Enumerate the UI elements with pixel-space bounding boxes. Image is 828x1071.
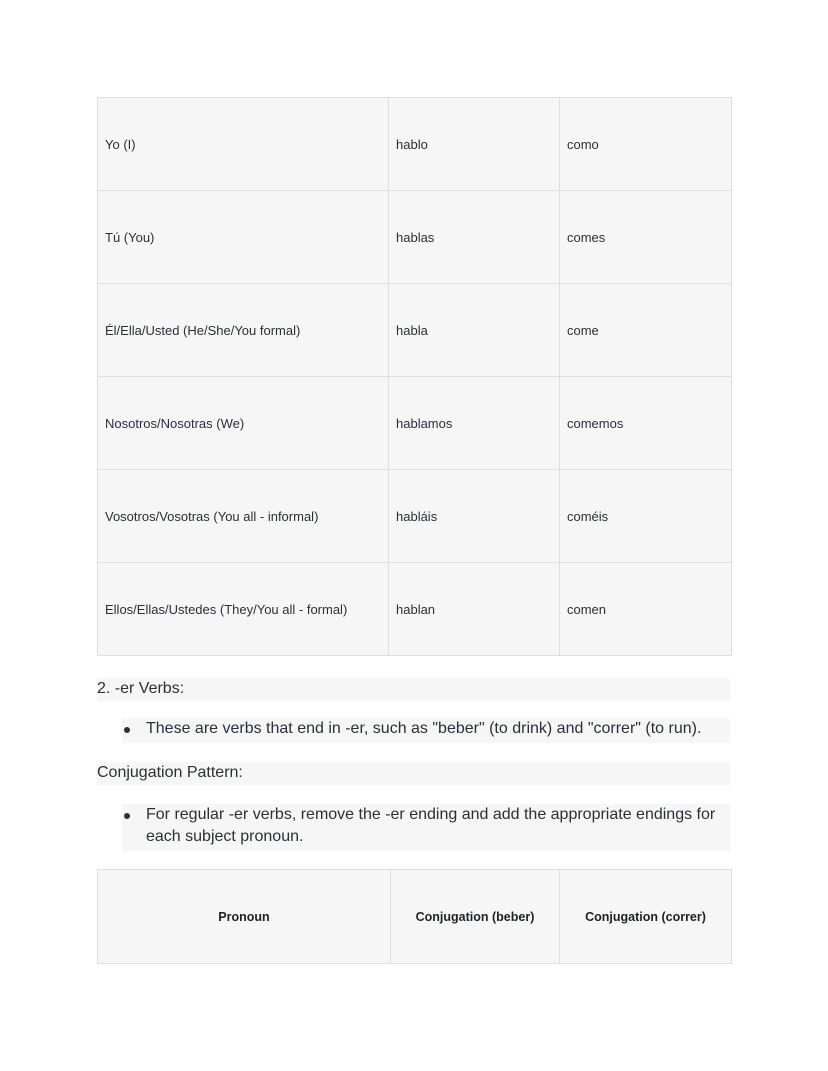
conjugation-cell: como <box>560 98 732 191</box>
pronoun-cell: Nosotros/Nosotras (We) <box>98 377 389 470</box>
bullet-item <box>122 718 730 743</box>
bullet-item <box>122 804 730 851</box>
conjugation-cell: coméis <box>560 470 732 563</box>
pronoun-cell: Yo (I) <box>98 98 389 191</box>
pronoun-cell: Ellos/Ellas/Ustedes (They/You all - formal) <box>98 563 389 656</box>
conjugation-cell: hablo <box>389 98 560 191</box>
pronoun-cell: Él/Ella/Usted (He/She/You formal) <box>98 284 389 377</box>
pronoun-cell: Tú (You) <box>98 191 389 284</box>
section-heading: 2. -er Verbs: <box>97 678 730 701</box>
table-row <box>98 284 732 377</box>
table-row <box>98 563 732 656</box>
conjugation-cell: comen <box>560 563 732 656</box>
bullet-dot-icon <box>124 727 130 733</box>
table-header-row <box>98 870 732 964</box>
conjugation-table-hablar-comer <box>97 97 732 656</box>
conjugation-cell: habláis <box>389 470 560 563</box>
bullet-text: For regular -er verbs, remove the -er ending and add the appropriate endings for each subject pronoun. <box>146 806 716 845</box>
header-cell-correr: Conjugation (correr) <box>560 870 732 964</box>
table-row <box>98 470 732 563</box>
conjugation-table-beber-correr <box>97 869 732 964</box>
conjugation-cell: hablas <box>389 191 560 284</box>
conjugation-pattern-label: Conjugation Pattern: <box>97 762 730 785</box>
pronoun-cell: Vosotros/Vosotras (You all - informal) <box>98 470 389 563</box>
bullet-dot-icon <box>124 813 130 819</box>
conjugation-cell: comes <box>560 191 732 284</box>
header-cell-beber: Conjugation (beber) <box>391 870 560 964</box>
conjugation-cell: come <box>560 284 732 377</box>
conjugation-cell: comemos <box>560 377 732 470</box>
header-cell-pronoun: Pronoun <box>98 870 391 964</box>
conjugation-cell: hablan <box>389 563 560 656</box>
bullet-text: These are verbs that end in -er, such as "beber" (to drink) and "correr" (to run). <box>146 720 702 737</box>
table-row <box>98 98 732 191</box>
table-row <box>98 377 732 470</box>
table-row <box>98 191 732 284</box>
conjugation-cell: hablamos <box>389 377 560 470</box>
conjugation-cell: habla <box>389 284 560 377</box>
